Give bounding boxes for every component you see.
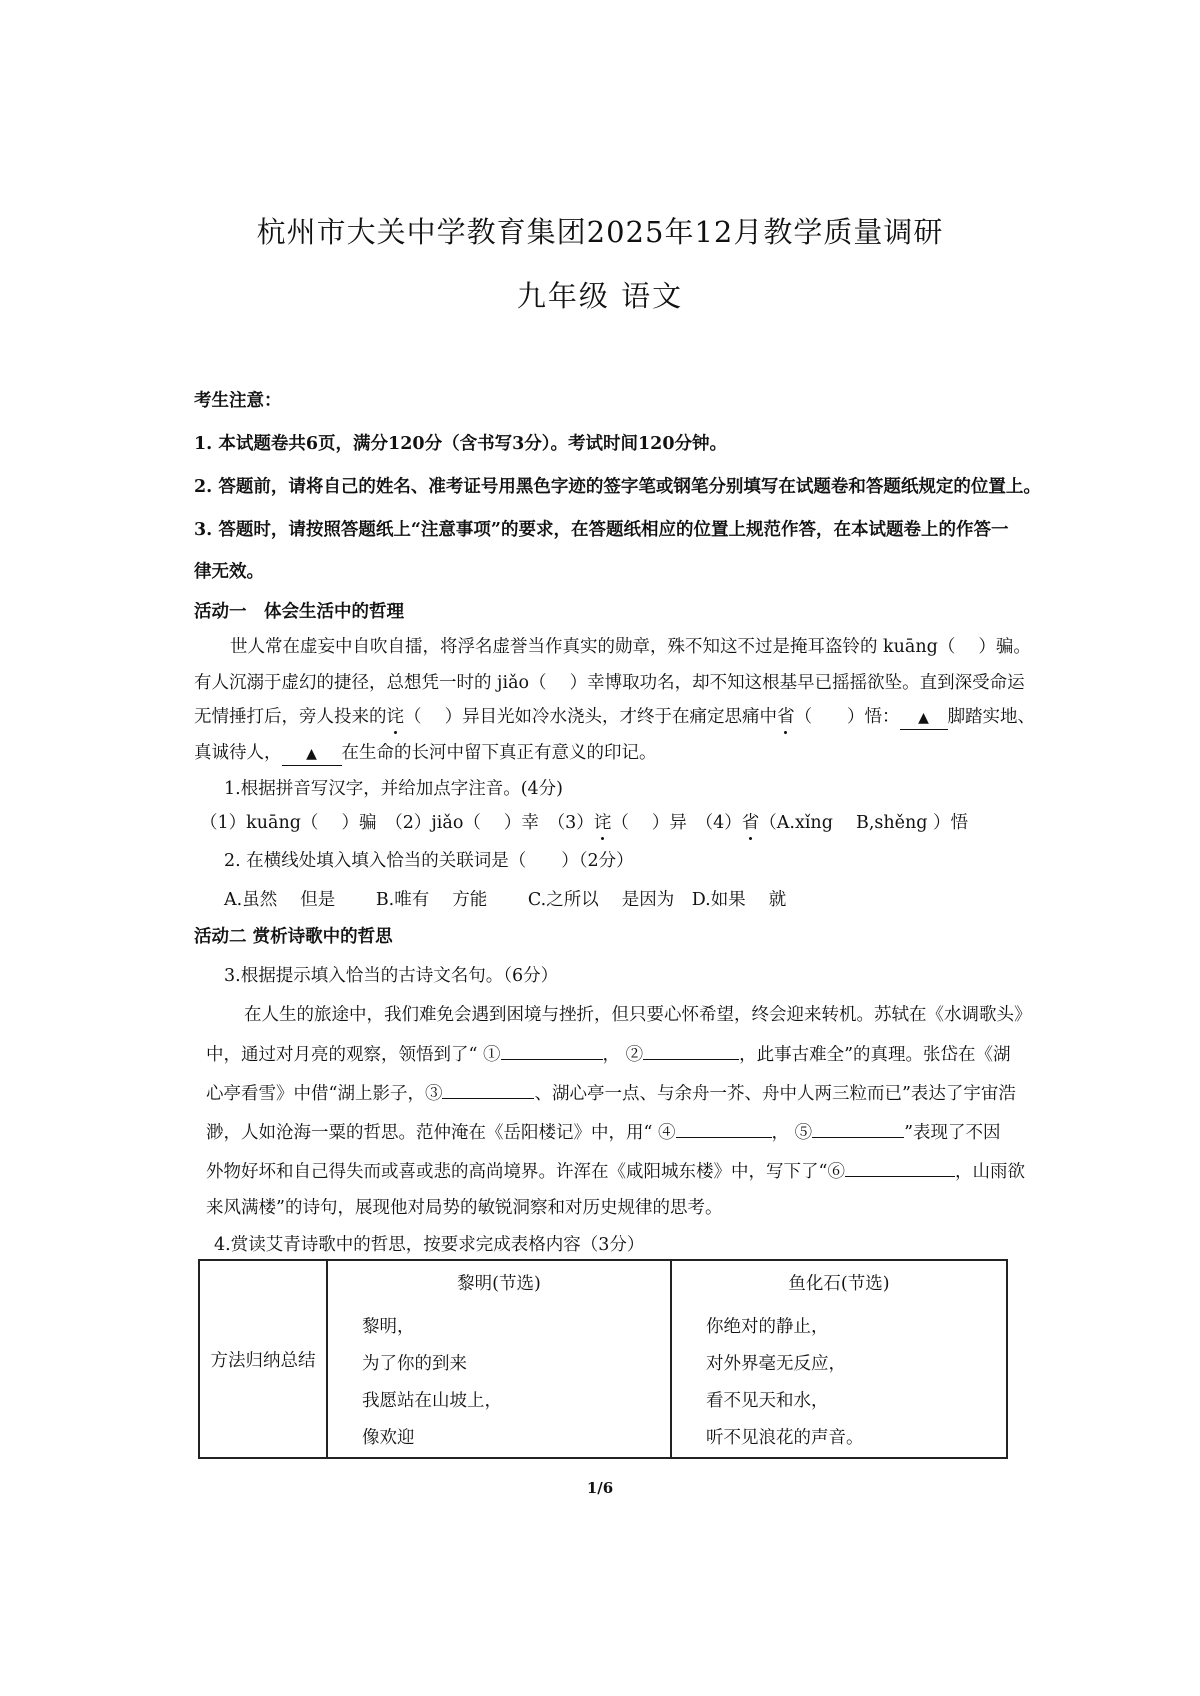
q3-line-1: 在人生的旅途中，我们难免会遇到困境与挫折，但只要心怀希望，终会迎来转机。苏轼在《水调歌头》	[244, 1005, 1032, 1025]
question-4: 4.赏读艾青诗歌中的哲思，按要求完成表格内容（3分）	[214, 1235, 645, 1255]
passage-text: 无情捶打后，旁人投来的	[194, 707, 387, 727]
poem-lines	[706, 1309, 1006, 1457]
passage-text: （ ）异目光如冷水浇头，才终于在痛定思痛中	[404, 707, 778, 727]
triangle-marker-icon: ▲	[918, 710, 929, 726]
q3-line-2	[206, 1043, 1011, 1066]
dotted-char-xing: 省	[777, 707, 795, 727]
q3-line-6: 来风满楼”的诗句，展现他对局势的敏锐洞察和对历史规律的思考。	[206, 1198, 723, 1218]
poem-line: 看不见天和水，	[706, 1391, 829, 1411]
option-text: （1）kuāng（ ）骗 （2）jiǎo（ ）幸 （3）	[200, 813, 594, 833]
poem-title: 黎明(节选)	[457, 1274, 541, 1294]
answer-blank-4	[676, 1121, 772, 1138]
notice-item-3-line-1: 3. 答题时，请按照答题纸上“注意事项”的要求，在答题纸相应的位置上规范作答，在本试题卷上的作答一	[194, 520, 1009, 540]
dotted-char-cha: 诧	[593, 813, 612, 833]
passage-line-4	[194, 742, 657, 766]
passage-text: 在生命的长河中留下真正有意义的印记。	[341, 743, 657, 763]
passage-line-3	[194, 706, 1035, 730]
question-1-options	[200, 812, 968, 834]
answer-blank-3	[442, 1082, 534, 1099]
q3-text: 渺，人如沧海一粟的哲思。范仲淹在《岳阳楼记》中，用“ ④	[206, 1123, 676, 1143]
answer-blank-5	[812, 1121, 904, 1138]
triangle-marker-icon: ▲	[306, 746, 317, 762]
passage-line-1: 世人常在虚妄中自吹自擂，将浮名虚誉当作真实的勋章，殊不知这不过是掩耳盗铃的 kuāng（ ）骗。	[230, 637, 1031, 657]
passage-line-2: 有人沉溺于虚幻的捷径，总想凭一时的 jiǎo（ ）幸博取功名，却不知这根基早已摇摇欲坠。直到深受命运	[194, 673, 1025, 693]
poem-line: 听不见浪花的声音。	[706, 1428, 864, 1448]
option-text: （ ）异 （4）	[611, 813, 742, 833]
passage-text: 真诚待人，	[194, 743, 282, 763]
connector-blank-1	[900, 706, 948, 730]
q3-text: 、湖心亭一点、与余舟一芥、舟中人两三粒而已”表达了宇宙浩	[534, 1084, 1016, 1104]
activity-2-heading: 活动二 赏析诗歌中的哲思	[194, 927, 393, 947]
notice-item-2: 2. 答题前，请将自己的姓名、准考证号用黑色字迹的签字笔或钢笔分别填写在试题卷和答题纸规定的位置上。	[194, 477, 1041, 497]
row-label-cell	[199, 1260, 327, 1458]
poem-line: 为了你的到来	[362, 1354, 467, 1374]
q3-text: ，山雨欲	[954, 1162, 1025, 1182]
q3-line-3	[206, 1082, 1016, 1105]
row-label: 方法归纳总结	[210, 1350, 316, 1371]
question-3: 3.根据提示填入恰当的古诗文名句。（6分）	[224, 966, 559, 986]
q3-text: ， ②	[602, 1045, 644, 1065]
connector-blank-2	[282, 742, 342, 766]
passage-text: 脚踏实地、	[947, 707, 1036, 727]
answer-blank-2	[643, 1043, 739, 1060]
page-number: 1/6	[586, 1479, 614, 1497]
q3-text: ，此事古难全”的真理。张岱在《湖	[739, 1045, 1011, 1065]
q3-text: ”表现了不因	[904, 1123, 1001, 1143]
poem-cell-yuhuashi	[671, 1260, 1007, 1458]
answer-blank-6	[845, 1160, 955, 1177]
poem-analysis-table	[198, 1259, 1008, 1459]
q3-text: ， ⑤	[771, 1123, 813, 1143]
poem-line: 你绝对的静止，	[706, 1317, 829, 1337]
q3-line-5	[206, 1160, 1025, 1183]
poem-line: 对外界毫无反应，	[706, 1354, 846, 1374]
q3-text: 外物好坏和自己得失而或喜或悲的高尚境界。许浑在《咸阳城东楼》中，写下了“⑥	[206, 1162, 845, 1182]
poem-lines	[362, 1309, 670, 1457]
table-row	[199, 1260, 1007, 1458]
q3-line-4	[206, 1121, 1001, 1144]
question-1: 1.根据拼音写汉字，并给加点字注音。(4分)	[224, 779, 563, 799]
poem-line: 黎明，	[362, 1317, 415, 1337]
exam-subtitle: 九年级 语文	[516, 279, 684, 313]
poem-title: 鱼化石(节选)	[788, 1274, 890, 1294]
dotted-char-cha: 诧	[386, 707, 404, 727]
notice-item-3-line-2: 律无效。	[194, 562, 264, 582]
question-2: 2. 在横线处填入填入恰当的关联词是（ ）（2分）	[224, 851, 634, 871]
passage-text: （ ）悟：	[794, 707, 900, 727]
poem-cell-liming	[327, 1260, 671, 1458]
exam-title: 杭州市大关中学教育集团2025年12月教学质量调研	[256, 215, 944, 249]
question-2-options: A.虽然 但是 B.唯有 方能 C.之所以 是因为 D.如果 就	[224, 890, 787, 910]
poem-line: 像欢迎	[362, 1428, 415, 1448]
answer-blank-1	[501, 1043, 603, 1060]
activity-1-heading: 活动一 体会生活中的哲理	[194, 602, 404, 622]
dotted-char-xing: 省	[741, 813, 760, 833]
notice-heading: 考生注意：	[194, 391, 282, 411]
notice-item-1: 1. 本试题卷共6页，满分120分（含书写3分）。考试时间120分钟。	[194, 434, 728, 454]
q3-text: 心亭看雪》中借“湖上影子，③	[206, 1084, 443, 1104]
q3-text: 中，通过对月亮的观察，领悟到了“ ①	[206, 1045, 501, 1065]
poem-line: 我愿站在山坡上，	[362, 1391, 502, 1411]
option-text: （A.xǐng B,shěng ）悟	[759, 813, 969, 833]
